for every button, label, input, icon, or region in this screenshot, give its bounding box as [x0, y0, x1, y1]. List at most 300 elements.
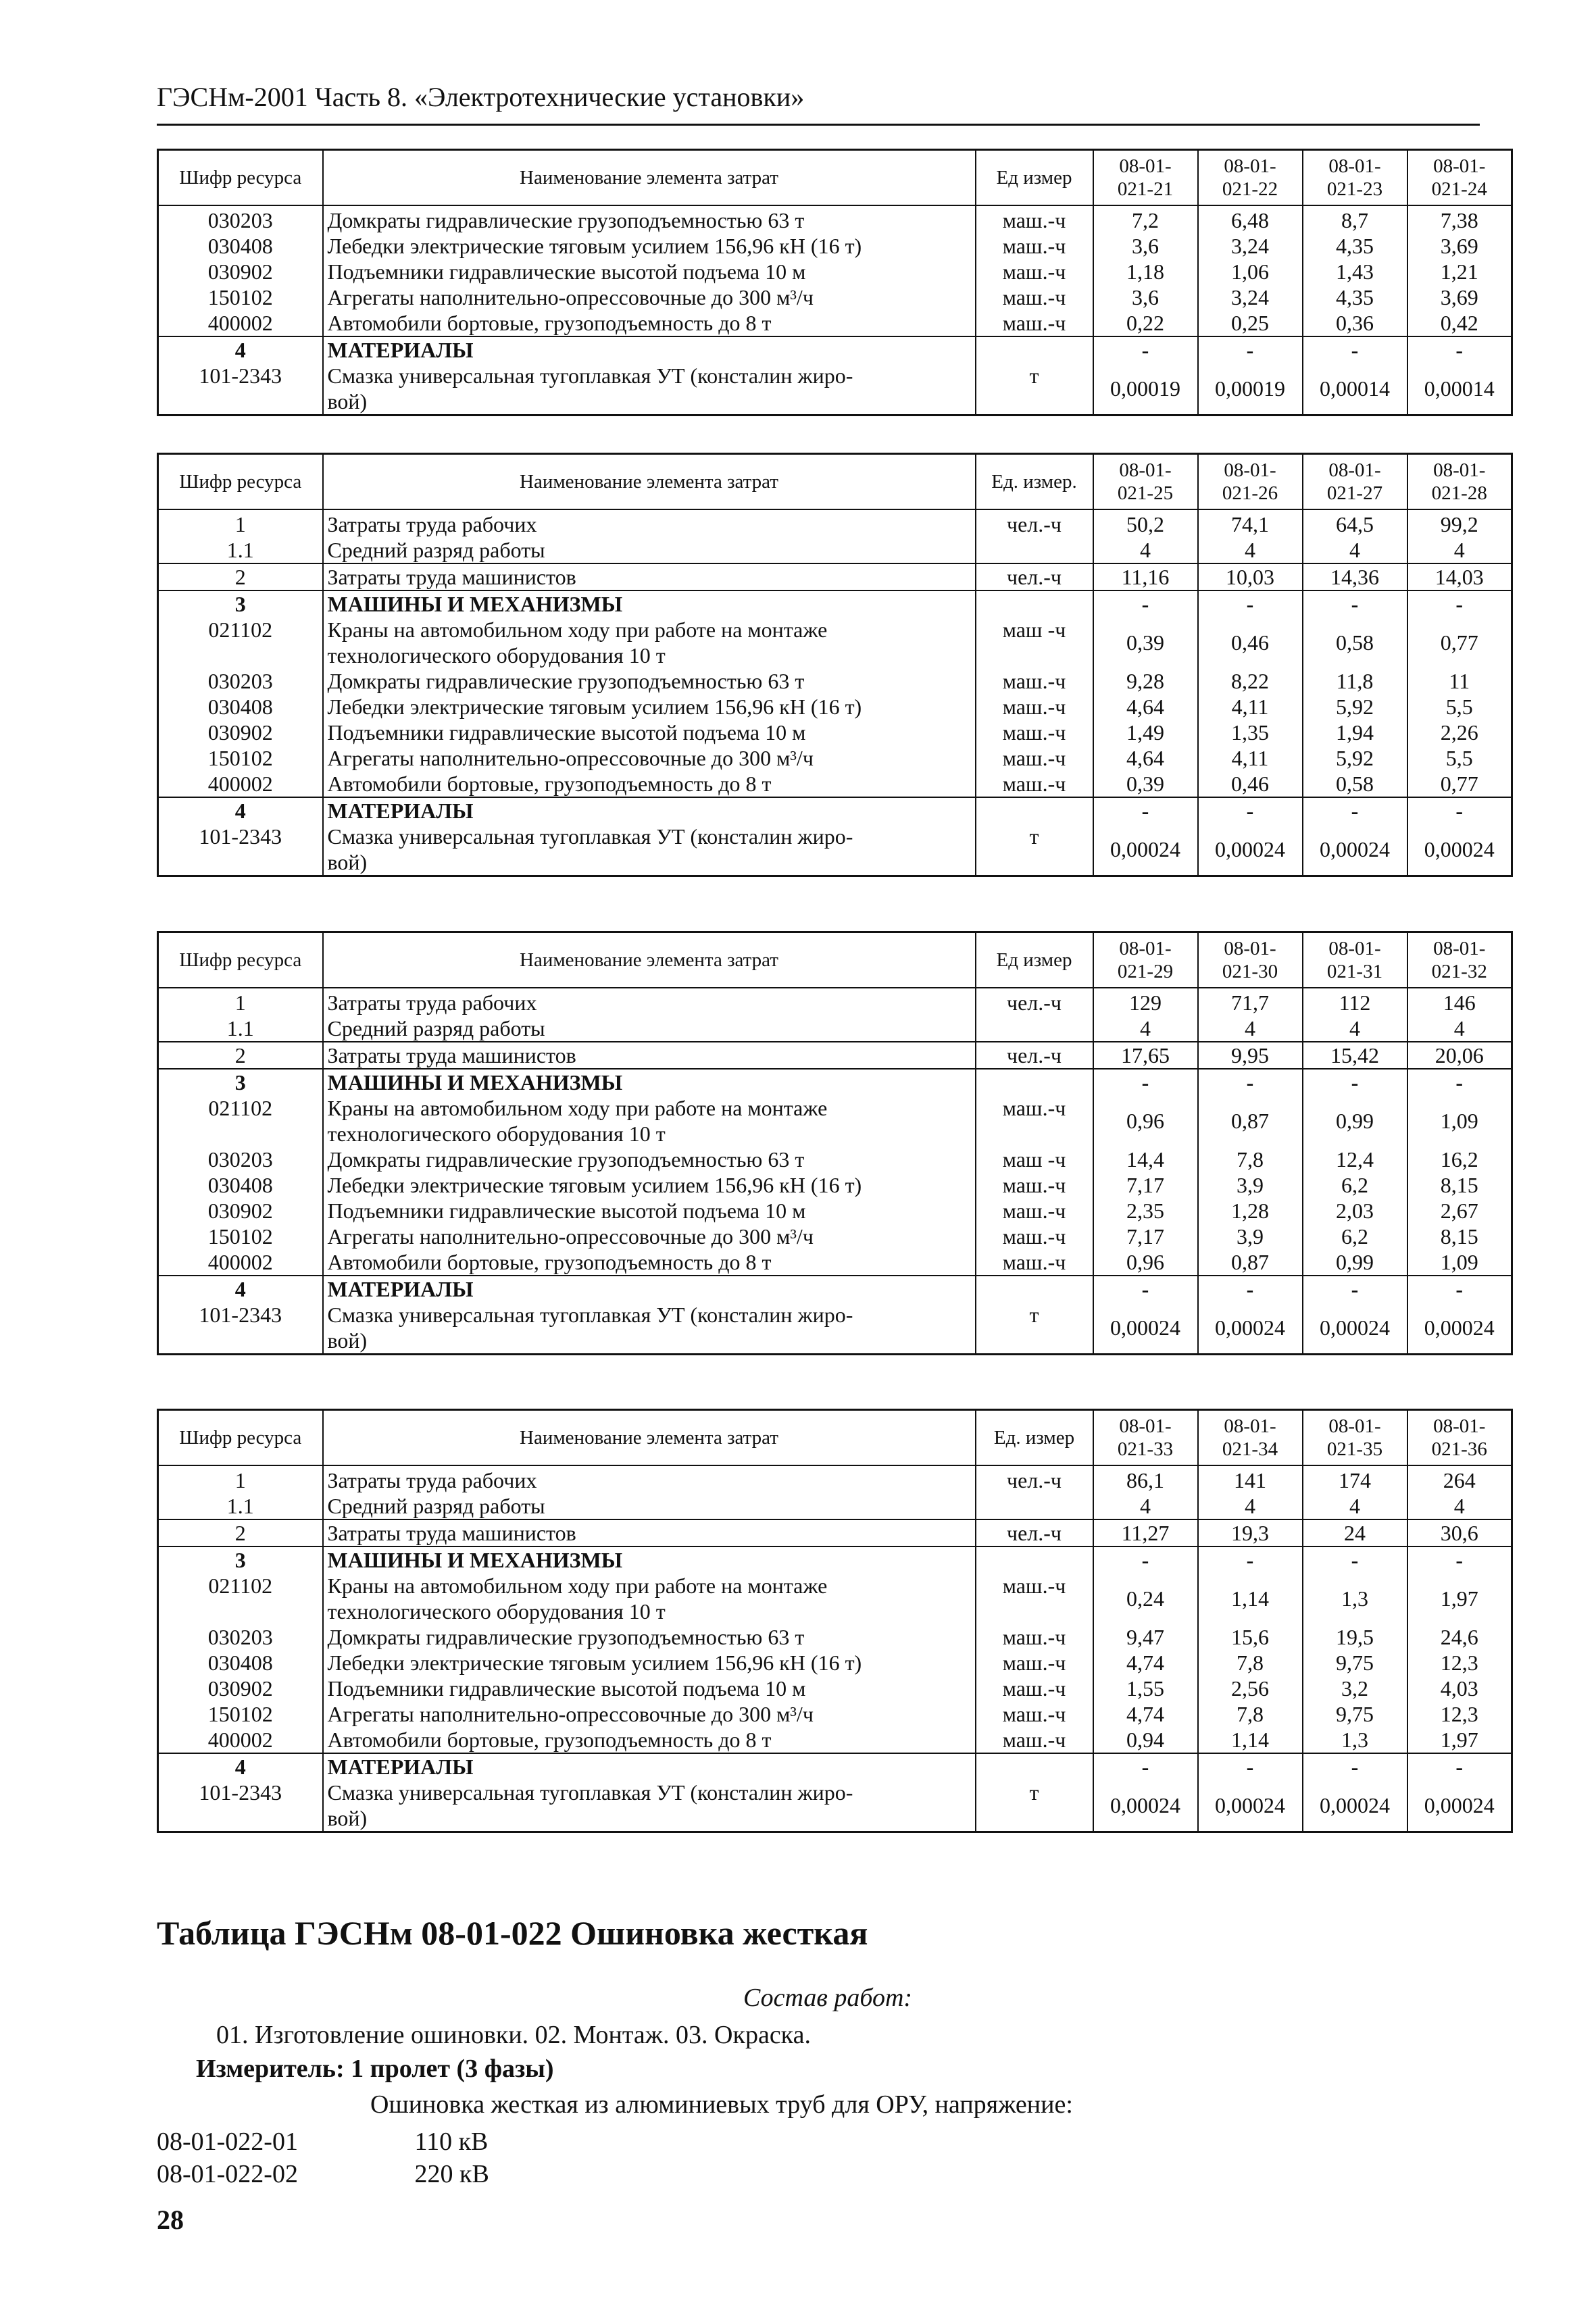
norm-item	[157, 2159, 489, 2189]
value-cell: 4	[1407, 1015, 1512, 1042]
value-cell: 4	[1407, 1493, 1512, 1519]
resource-code-cell: 021102	[158, 1573, 323, 1624]
cost-element-cell: МАТЕРИАЛЫ	[323, 1276, 976, 1302]
value-cell: 2,03	[1303, 1198, 1407, 1224]
value-cell: 17,65	[1093, 1042, 1198, 1069]
value-cell: 15,6	[1198, 1624, 1303, 1650]
table-row	[158, 1780, 1512, 1832]
value-cell: 64,5	[1303, 509, 1407, 537]
resource-code-cell: 150102	[158, 745, 323, 771]
norm-value: 220 кВ	[414, 2160, 489, 2188]
header-resource-code: Шифр ресурса	[158, 1410, 323, 1466]
value-cell: 3,6	[1093, 233, 1198, 259]
value-cell: 1,43	[1303, 259, 1407, 284]
resource-code-cell: 030203	[158, 205, 323, 233]
cost-element-cell: Затраты труда машинистов	[323, 1042, 976, 1069]
table-row	[158, 1302, 1512, 1355]
value-cell: 3,69	[1407, 233, 1512, 259]
value-cell: 1,18	[1093, 259, 1198, 284]
value-cell: 8,15	[1407, 1224, 1512, 1249]
resource-code-cell: 2	[158, 1042, 323, 1069]
value-cell: 0,25	[1198, 310, 1303, 336]
value-cell: 6,48	[1198, 205, 1303, 233]
value-cell: 7,8	[1198, 1701, 1303, 1727]
value-cell: 174	[1303, 1465, 1407, 1493]
cost-element-cell: Домкраты гидравлические грузоподъемностью 63 т	[323, 1147, 976, 1172]
table-row	[158, 563, 1512, 590]
table-row	[158, 1147, 1512, 1172]
cost-element-cell: МАТЕРИАЛЫ	[323, 336, 976, 363]
table-row	[158, 509, 1512, 537]
unit-cell	[976, 336, 1093, 363]
table-row	[158, 590, 1512, 617]
value-cell: 4,11	[1198, 745, 1303, 771]
cost-element-cell: Затраты труда машинистов	[323, 563, 976, 590]
cost-element-cell: МАШИНЫ И МЕХАНИЗМЫ	[323, 1069, 976, 1095]
cost-element-cell: Затраты труда машинистов	[323, 1519, 976, 1546]
value-cell: 4,03	[1407, 1676, 1512, 1701]
unit-cell	[976, 590, 1093, 617]
unit-cell: т	[976, 824, 1093, 876]
value-cell: -	[1198, 1276, 1303, 1302]
table-row	[158, 797, 1512, 824]
value-cell: -	[1198, 590, 1303, 617]
value-cell: 141	[1198, 1465, 1303, 1493]
table-row	[158, 1249, 1512, 1276]
table-row	[158, 694, 1512, 720]
value-cell: 129	[1093, 988, 1198, 1015]
value-cell: -	[1198, 1546, 1303, 1573]
value-cell: -	[1407, 1069, 1512, 1095]
value-cell: 3,9	[1198, 1172, 1303, 1198]
cost-element-cell: Средний разряд работы	[323, 1493, 976, 1519]
resource-table	[157, 931, 1513, 1355]
value-cell: 1,94	[1303, 720, 1407, 745]
value-cell: 12,4	[1303, 1147, 1407, 1172]
cost-element-cell: Лебедки электрические тяговым усилием 156,96 кН (16 т)	[323, 233, 976, 259]
value-cell: 50,2	[1093, 509, 1198, 537]
header-unit: Ед измер	[976, 932, 1093, 988]
table-row	[158, 1676, 1512, 1701]
unit-cell: маш.-ч	[976, 1676, 1093, 1701]
table-row	[158, 336, 1512, 363]
value-cell: -	[1407, 797, 1512, 824]
table-row	[158, 205, 1512, 233]
cost-element-cell: Автомобили бортовые, грузоподъемность до 8 т	[323, 310, 976, 336]
cost-element-cell: Затраты труда рабочих	[323, 988, 976, 1015]
unit-cell: маш.-ч	[976, 205, 1093, 233]
table-row	[158, 284, 1512, 310]
value-cell: 4,64	[1093, 694, 1198, 720]
resource-code-cell: 400002	[158, 1249, 323, 1276]
cost-element-cell: Лебедки электрические тяговым усилием 156,96 кН (16 т)	[323, 694, 976, 720]
running-header: ГЭСНм-2001 Часть 8. «Электротехнические установки»	[157, 82, 805, 112]
cost-element-cell: Затраты труда рабочих	[323, 1465, 976, 1493]
cost-element-cell: Подъемники гидравлические высотой подъема 10 м	[323, 1676, 976, 1701]
unit-cell	[976, 1069, 1093, 1095]
unit-cell: маш.-ч	[976, 1224, 1093, 1249]
header-norm-code: 08-01- 021-24	[1407, 150, 1512, 206]
table-row	[158, 988, 1512, 1015]
unit-cell: чел.-ч	[976, 563, 1093, 590]
value-cell: 264	[1407, 1465, 1512, 1493]
value-cell: 0,00024	[1093, 824, 1198, 876]
unit-cell: маш.-ч	[976, 1650, 1093, 1676]
header-resource-code: Шифр ресурса	[158, 150, 323, 206]
value-cell: 19,3	[1198, 1519, 1303, 1546]
value-cell: 5,92	[1303, 745, 1407, 771]
cost-element-cell: Агрегаты наполнительно-опрессовочные до 300 м³/ч	[323, 284, 976, 310]
value-cell: 8,22	[1198, 668, 1303, 694]
value-cell: 9,28	[1093, 668, 1198, 694]
resource-code-cell: 101-2343	[158, 363, 323, 416]
value-cell: -	[1303, 590, 1407, 617]
value-cell: 1,14	[1198, 1573, 1303, 1624]
unit-cell	[976, 537, 1093, 563]
header-norm-code: 08-01- 021-33	[1093, 1410, 1198, 1466]
cost-element-cell: Автомобили бортовые, грузоподъемность до 8 т	[323, 771, 976, 797]
table-row	[158, 233, 1512, 259]
resource-code-cell: 030408	[158, 694, 323, 720]
value-cell: 4	[1303, 537, 1407, 563]
value-cell: 1,97	[1407, 1727, 1512, 1753]
value-cell: 2,26	[1407, 720, 1512, 745]
value-cell: 7,8	[1198, 1650, 1303, 1676]
value-cell: 4	[1093, 1015, 1198, 1042]
value-cell: 0,87	[1198, 1249, 1303, 1276]
header-unit: Ед. измер.	[976, 454, 1093, 510]
resource-code-cell: 4	[158, 1276, 323, 1302]
value-cell: 1,49	[1093, 720, 1198, 745]
cost-element-cell: Лебедки электрические тяговым усилием 156,96 кН (16 т)	[323, 1650, 976, 1676]
unit-cell: маш.-ч	[976, 720, 1093, 745]
header-norm-code: 08-01- 021-25	[1093, 454, 1198, 510]
value-cell: 20,06	[1407, 1042, 1512, 1069]
resource-code-cell: 030902	[158, 1198, 323, 1224]
work-composition-text: 01. Изготовление ошиновки. 02. Монтаж. 03. Окраска.	[216, 2021, 811, 2049]
value-cell: 1,14	[1198, 1727, 1303, 1753]
value-cell: -	[1093, 1069, 1198, 1095]
cost-element-cell: МАТЕРИАЛЫ	[323, 1753, 976, 1780]
table-row	[158, 1727, 1512, 1753]
table-row	[158, 1015, 1512, 1042]
value-cell: 1,3	[1303, 1727, 1407, 1753]
value-cell: 1,09	[1407, 1095, 1512, 1147]
resource-code-cell: 1.1	[158, 1015, 323, 1042]
section-description: Ошиновка жесткая из алюминиевых труб для ОРУ, напряжение:	[370, 2090, 1073, 2119]
table-row	[158, 1493, 1512, 1519]
value-cell: -	[1093, 590, 1198, 617]
section-title: Таблица ГЭСНм 08-01-022 Ошиновка жесткая	[157, 1914, 868, 1952]
value-cell: 16,2	[1407, 1147, 1512, 1172]
value-cell: 0,00024	[1093, 1302, 1198, 1355]
resource-code-cell: 150102	[158, 1224, 323, 1249]
value-cell: 4	[1093, 537, 1198, 563]
header-norm-code: 08-01- 021-22	[1198, 150, 1303, 206]
header-norm-code: 08-01- 021-36	[1407, 1410, 1512, 1466]
value-cell: -	[1407, 590, 1512, 617]
value-cell: -	[1303, 1753, 1407, 1780]
value-cell: 4,74	[1093, 1650, 1198, 1676]
header-resource-code: Шифр ресурса	[158, 932, 323, 988]
value-cell: 74,1	[1198, 509, 1303, 537]
value-cell: 9,75	[1303, 1650, 1407, 1676]
unit-cell	[976, 1753, 1093, 1780]
value-cell: 5,5	[1407, 745, 1512, 771]
value-cell: 4,64	[1093, 745, 1198, 771]
resource-code-cell: 150102	[158, 1701, 323, 1727]
unit-cell: маш.-ч	[976, 1701, 1093, 1727]
value-cell: 19,5	[1303, 1624, 1407, 1650]
value-cell: -	[1303, 336, 1407, 363]
value-cell: 4	[1198, 1015, 1303, 1042]
cost-element-cell: Агрегаты наполнительно-опрессовочные до 300 м³/ч	[323, 1224, 976, 1249]
resource-code-cell: 021102	[158, 617, 323, 668]
header-norm-code: 08-01- 021-27	[1303, 454, 1407, 510]
header-unit: Ед. измер	[976, 1410, 1093, 1466]
table-row	[158, 1546, 1512, 1573]
resource-table	[157, 149, 1513, 416]
cost-element-cell: Лебедки электрические тяговым усилием 156,96 кН (16 т)	[323, 1172, 976, 1198]
unit-cell: маш.-ч	[976, 1095, 1093, 1147]
value-cell: 0,22	[1093, 310, 1198, 336]
cost-element-cell: Смазка универсальная тугоплавкая УТ (консталин жиро- вой)	[323, 363, 976, 416]
table-row	[158, 771, 1512, 797]
unit-cell	[976, 1493, 1093, 1519]
value-cell: 3,9	[1198, 1224, 1303, 1249]
unit-cell: маш.-ч	[976, 1727, 1093, 1753]
value-cell: 1,55	[1093, 1676, 1198, 1701]
value-cell: 1,28	[1198, 1198, 1303, 1224]
resource-code-cell: 1	[158, 509, 323, 537]
value-cell: 1,3	[1303, 1573, 1407, 1624]
unit-cell: маш.-ч	[976, 310, 1093, 336]
cost-element-cell: Домкраты гидравлические грузоподъемностью 63 т	[323, 205, 976, 233]
value-cell: 0,00024	[1407, 824, 1512, 876]
unit-cell	[976, 1276, 1093, 1302]
value-cell: 5,92	[1303, 694, 1407, 720]
table-row	[158, 617, 1512, 668]
norm-code: 08-01-022-02	[157, 2160, 298, 2188]
cost-element-cell: Автомобили бортовые, грузоподъемность до 8 т	[323, 1727, 976, 1753]
resource-code-cell: 030203	[158, 1147, 323, 1172]
value-cell: 0,39	[1093, 771, 1198, 797]
table-row	[158, 1573, 1512, 1624]
resource-code-cell: 021102	[158, 1095, 323, 1147]
value-cell: 0,00024	[1303, 1780, 1407, 1832]
value-cell: 0,99	[1303, 1095, 1407, 1147]
value-cell: 4	[1093, 1493, 1198, 1519]
cost-element-cell: Подъемники гидравлические высотой подъема 10 м	[323, 259, 976, 284]
value-cell: -	[1093, 336, 1198, 363]
cost-element-cell: МАШИНЫ И МЕХАНИЗМЫ	[323, 1546, 976, 1573]
value-cell: 9,47	[1093, 1624, 1198, 1650]
header-norm-code: 08-01- 021-30	[1198, 932, 1303, 988]
value-cell: 15,42	[1303, 1042, 1407, 1069]
cost-element-cell: Подъемники гидравлические высотой подъема 10 м	[323, 1198, 976, 1224]
header-norm-code: 08-01- 021-26	[1198, 454, 1303, 510]
table-row	[158, 1753, 1512, 1780]
cost-element-cell: Смазка универсальная тугоплавкая УТ (консталин жиро- вой)	[323, 1780, 976, 1832]
value-cell: 6,2	[1303, 1224, 1407, 1249]
norm-value: 110 кВ	[414, 2128, 489, 2156]
unit-cell: маш.-ч	[976, 1624, 1093, 1650]
norm-code: 08-01-022-01	[157, 2128, 298, 2156]
unit-cell: маш.-ч	[976, 259, 1093, 284]
value-cell: 4,35	[1303, 233, 1407, 259]
value-cell: -	[1093, 1546, 1198, 1573]
resource-code-cell: 400002	[158, 1727, 323, 1753]
cost-element-cell: Домкраты гидравлические грузоподъемностью 63 т	[323, 1624, 976, 1650]
resource-code-cell: 030408	[158, 1650, 323, 1676]
unit-cell: чел.-ч	[976, 1519, 1093, 1546]
value-cell: 3,6	[1093, 284, 1198, 310]
value-cell: 112	[1303, 988, 1407, 1015]
table-row	[158, 745, 1512, 771]
table-row	[158, 363, 1512, 416]
value-cell: 12,3	[1407, 1701, 1512, 1727]
value-cell: 99,2	[1407, 509, 1512, 537]
value-cell: 3,24	[1198, 233, 1303, 259]
unit-cell: т	[976, 363, 1093, 416]
value-cell: 0,94	[1093, 1727, 1198, 1753]
cost-element-cell: Агрегаты наполнительно-опрессовочные до 300 м³/ч	[323, 1701, 976, 1727]
value-cell: 4	[1303, 1015, 1407, 1042]
value-cell: 14,36	[1303, 563, 1407, 590]
cost-element-cell: Смазка универсальная тугоплавкая УТ (консталин жиро- вой)	[323, 824, 976, 876]
value-cell: -	[1198, 797, 1303, 824]
value-cell: 0,00024	[1303, 1302, 1407, 1355]
value-cell: 9,95	[1198, 1042, 1303, 1069]
unit-cell: т	[976, 1302, 1093, 1355]
unit-cell: маш.-ч	[976, 284, 1093, 310]
value-cell: 9,75	[1303, 1701, 1407, 1727]
value-cell: 7,17	[1093, 1172, 1198, 1198]
header-norm-code: 08-01- 021-28	[1407, 454, 1512, 510]
unit-cell	[976, 797, 1093, 824]
value-cell: 1,97	[1407, 1573, 1512, 1624]
resource-code-cell: 1	[158, 1465, 323, 1493]
resource-code-cell: 1	[158, 988, 323, 1015]
unit-cell: чел.-ч	[976, 509, 1093, 537]
cost-element-cell: Краны на автомобильном ходу при работе на монтаже технологического оборудования 10 т	[323, 1573, 976, 1624]
value-cell: 0,39	[1093, 617, 1198, 668]
value-cell: 1,35	[1198, 720, 1303, 745]
value-cell: 7,8	[1198, 1147, 1303, 1172]
table-row	[158, 668, 1512, 694]
value-cell: 0,00024	[1198, 1302, 1303, 1355]
cost-element-cell: МАТЕРИАЛЫ	[323, 797, 976, 824]
cost-element-cell: Агрегаты наполнительно-опрессовочные до 300 м³/ч	[323, 745, 976, 771]
cost-element-cell: Автомобили бортовые, грузоподъемность до 8 т	[323, 1249, 976, 1276]
value-cell: -	[1303, 1546, 1407, 1573]
unit-cell: маш.-ч	[976, 668, 1093, 694]
cost-element-cell: Средний разряд работы	[323, 1015, 976, 1042]
resource-code-cell: 2	[158, 1519, 323, 1546]
value-cell: -	[1198, 336, 1303, 363]
table-row	[158, 1519, 1512, 1546]
resource-code-cell: 030902	[158, 720, 323, 745]
value-cell: 6,2	[1303, 1172, 1407, 1198]
value-cell: 0,58	[1303, 617, 1407, 668]
value-cell: 8,7	[1303, 205, 1407, 233]
norm-item	[157, 2127, 488, 2157]
table-row	[158, 1069, 1512, 1095]
value-cell: 0,96	[1093, 1249, 1198, 1276]
value-cell: 86,1	[1093, 1465, 1198, 1493]
header-cost-element: Наименование элемента затрат	[323, 1410, 976, 1466]
value-cell: -	[1407, 1276, 1512, 1302]
value-cell: 8,15	[1407, 1172, 1512, 1198]
resource-code-cell: 2	[158, 563, 323, 590]
resource-code-cell: 4	[158, 1753, 323, 1780]
value-cell: 1,09	[1407, 1249, 1512, 1276]
table-row	[158, 1172, 1512, 1198]
resource-code-cell: 030203	[158, 668, 323, 694]
header-norm-code: 08-01- 021-21	[1093, 150, 1198, 206]
value-cell: 4,74	[1093, 1701, 1198, 1727]
work-composition-label: Состав работ:	[743, 1984, 913, 2012]
value-cell: 4	[1198, 1493, 1303, 1519]
value-cell: 7,17	[1093, 1224, 1198, 1249]
table-row	[158, 537, 1512, 563]
value-cell: 5,5	[1407, 694, 1512, 720]
value-cell: 11,27	[1093, 1519, 1198, 1546]
header-norm-code: 08-01- 021-34	[1198, 1410, 1303, 1466]
resource-code-cell: 400002	[158, 310, 323, 336]
value-cell: 10,03	[1198, 563, 1303, 590]
value-cell: 0,77	[1407, 771, 1512, 797]
cost-element-cell: Затраты труда рабочих	[323, 509, 976, 537]
value-cell: -	[1198, 1753, 1303, 1780]
unit-cell: маш -ч	[976, 1147, 1093, 1172]
value-cell: 2,67	[1407, 1198, 1512, 1224]
header-norm-code: 08-01- 021-23	[1303, 150, 1407, 206]
cost-element-cell: МАШИНЫ И МЕХАНИЗМЫ	[323, 590, 976, 617]
value-cell: 0,96	[1093, 1095, 1198, 1147]
value-cell: 4	[1407, 537, 1512, 563]
table-row	[158, 1276, 1512, 1302]
value-cell: 0,46	[1198, 771, 1303, 797]
unit-cell: маш.-ч	[976, 771, 1093, 797]
value-cell: 0,77	[1407, 617, 1512, 668]
unit-cell: чел.-ч	[976, 988, 1093, 1015]
unit-cell: маш.-ч	[976, 745, 1093, 771]
resource-code-cell: 030408	[158, 233, 323, 259]
value-cell: 3,2	[1303, 1676, 1407, 1701]
value-cell: 1,06	[1198, 259, 1303, 284]
value-cell: 3,24	[1198, 284, 1303, 310]
value-cell: 0,99	[1303, 1249, 1407, 1276]
resource-code-cell: 030203	[158, 1624, 323, 1650]
value-cell: 0,00024	[1198, 1780, 1303, 1832]
resource-code-cell: 3	[158, 1069, 323, 1095]
value-cell: -	[1303, 1069, 1407, 1095]
resource-code-cell: 1.1	[158, 1493, 323, 1519]
header-rule	[157, 124, 1480, 126]
value-cell: -	[1093, 1753, 1198, 1780]
value-cell: 0,00014	[1303, 363, 1407, 416]
value-cell: 0,00014	[1407, 363, 1512, 416]
cost-element-cell: Краны на автомобильном ходу при работе на монтаже технологического оборудования 10 т	[323, 1095, 976, 1147]
header-cost-element: Наименование элемента затрат	[323, 932, 976, 988]
table-row	[158, 1095, 1512, 1147]
value-cell: 4,11	[1198, 694, 1303, 720]
page-number: 28	[157, 2205, 184, 2235]
resource-table	[157, 453, 1513, 877]
value-cell: 0,00019	[1198, 363, 1303, 416]
value-cell: 0,00024	[1303, 824, 1407, 876]
